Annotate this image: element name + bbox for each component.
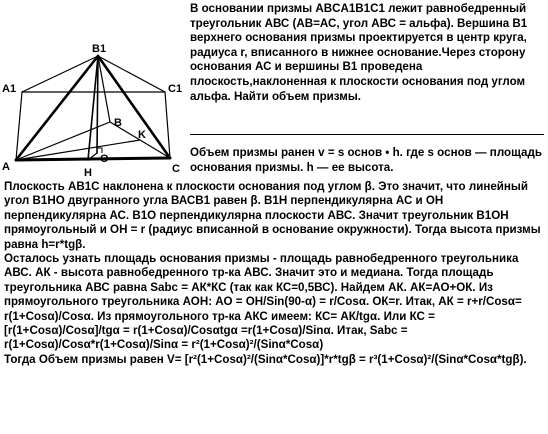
prism-drawing [0,0,190,185]
prism-figure [0,0,190,185]
line-b1-a [16,56,98,160]
line-a-k [16,140,140,160]
edge-b1-c1 [98,56,165,92]
label-c1: C1 [168,83,183,95]
solution-paragraph: Плоскость АВ1С наклонена к плоскости основания под углом β. Это значит, что линейный угол В1НО двугранного угла ВАСВ1 равен β. В1Н перпендикулярна АС и ОН перпендикулярна АС. В1О перпендикулярна плоскости АВС. Значит треугольник В1ОН прямоугольный и ОН = r (радиус вписанной в основание окружности). Тогда высота призмы равна h=r*tgβ. [4,180,541,251]
edge-a-c [16,158,170,160]
label-a1: A1 [2,83,17,95]
label-o: O [100,153,109,165]
label-h: H [84,167,92,179]
label-k: K [138,129,146,141]
label-b1: B1 [92,43,107,55]
volume-formula-summary: Объем призмы ранен v = s оснoв • h. где s оснoв — площадь основания призмы. h — ее высота. [190,146,542,174]
line-b1-c [98,56,170,158]
edge-a1-b1 [22,56,98,92]
label-b: B [114,117,122,129]
line-b1-o [97,56,98,153]
solution-paragraph: Осталось узнать площадь основания призмы - площадь равнобедренного треугольника АВС. АК - высота равнобедренного тр-ка АВС. Значит это и медиана. Тогда площадь треугольника АВС равна Sabc = АК*КС (так как КС=0,5ВС). Найдем АК. АК=АО+ОК. Из прямоугольного треугольника АОН: АО = ОН/Sin(90-α) = r/Cosα. ОК=r. Итак, АК = r+r/Cosα= r(1+Cosα)/Cosα. Из прямоугольного тр-ка АКС имеем: КС= АК/tgα. Или КС = [r(1+Cosα)/Cosα]/tgα = r(1+Cosα)/Cosαtgα =r(1+Cosα)/Sinα. Итак, Sabc = r(1+Cosα)/Cosα*r(1+Cosα)/Sinα = r²(1+Cosα)²/(Sinα*Cosα) [4,252,522,352]
edge-a1-a [16,92,22,160]
label-c: C [172,163,180,175]
label-a: A [2,161,10,173]
problem-statement: В основании призмы ABCA1B1C1 лежит равнобедренный треугольник АВС (АВ=АС, угол АВС = альфа). Вершина В1 верхнего основания призмы проектируется в центр круга, радиуса r, вписанного в нижнее основание.Через сторону основания АС и вершины В1 проведена плоскость,наклоненная к плоскости основания под углом альфа. Найти объем призмы. [190,2,528,103]
divider-line [190,134,544,135]
solution-paragraph: Тогда Объем призмы равен V= [r²(1+Cosα)²/(Sinα*Cosα)]*r*tgβ = r³(1+Cosα)²/(Sinα*Cosα*tgβ). [4,352,527,366]
solution-text [4,180,544,367]
edge-c1-c [165,92,170,158]
